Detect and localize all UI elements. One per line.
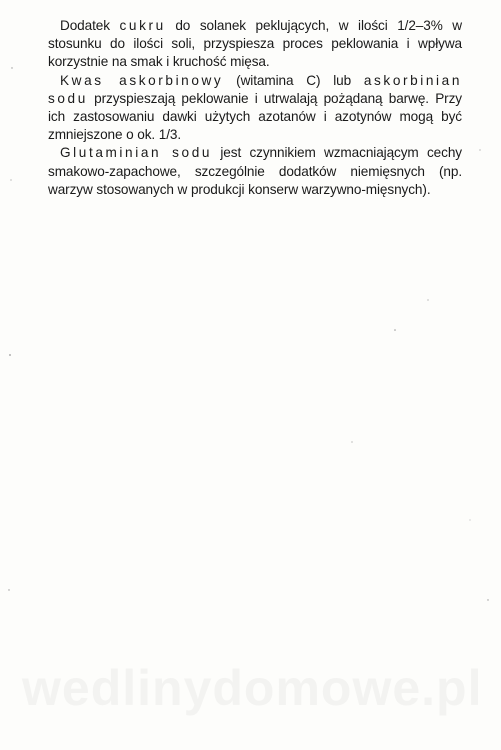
spaced-term-glutaminian-sodu: Glutaminian sodu [60, 145, 213, 161]
spaced-term-askorbinian-sodu: askorbinian sodu [48, 72, 462, 106]
watermark: wedlinydomowe.pl [22, 660, 483, 716]
paragraph-rest: do solanek peklujących, w ilości 1/2–3% w stosunku do ilości soli, przyspiesza proces peklowania i wpływa korzystnie na smak i kruchość mięsa. [48, 18, 462, 70]
paragraph-rest: jest czynnikiem wzmacniającym cechy smakowo-zapachowe, szczególnie dodatków niemięsnych (np. warzyw stosowanych w produkcji konserw warzywno-mięsnych). [48, 145, 462, 197]
spaced-term-kwas-askorbinowy: Kwas askorbinowy [60, 72, 224, 88]
paragraph-rest: przyspieszają peklowanie i utrwalają pożądaną barwę. Przy ich zastosowaniu dawki użytych azotanów i azotynów mogą być zmniejszone o ok. 1/3. [48, 90, 462, 143]
spaced-term-cukru: cukru [119, 18, 166, 33]
paragraph-middle: (witamina C) lub [223, 72, 364, 88]
paragraph-lead: Dodatek [60, 18, 120, 33]
